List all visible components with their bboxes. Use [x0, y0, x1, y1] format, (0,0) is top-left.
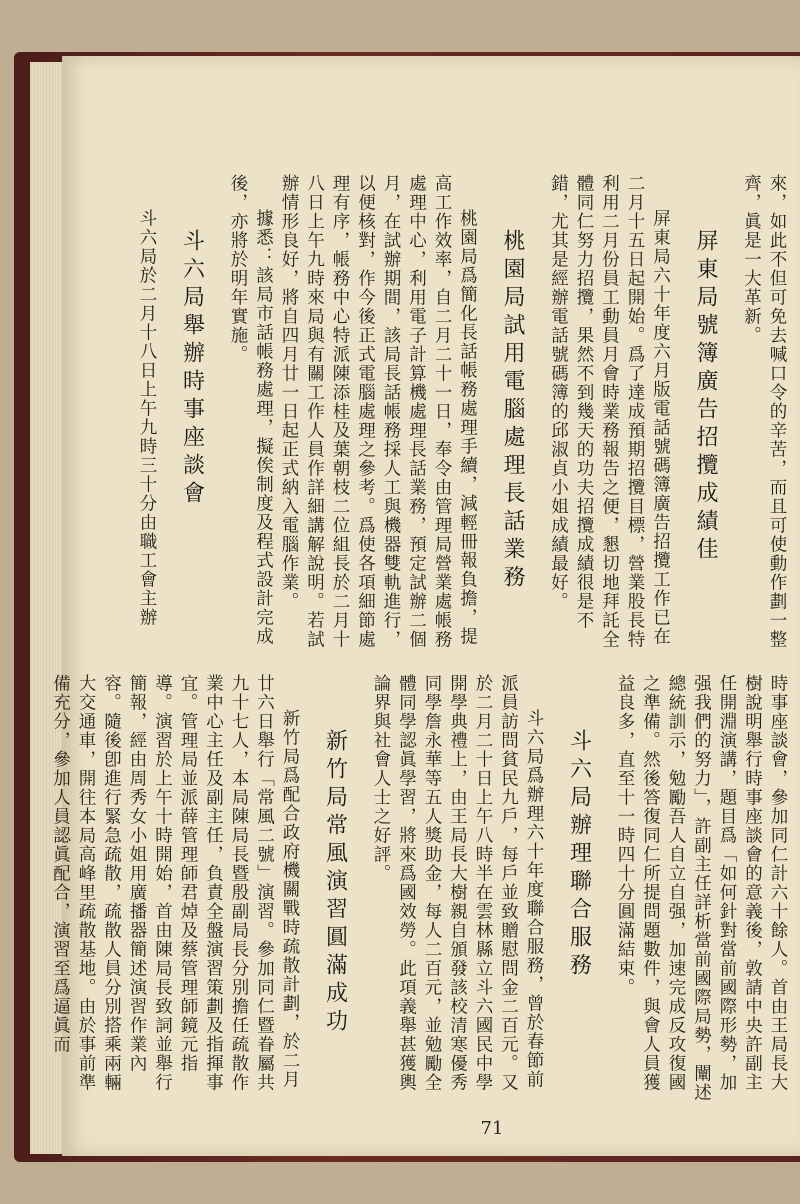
continuation-text-bottom: 時事座談會，參加同仁計六十餘人。首由王局長大樹說明舉行時事座談會的意義後，敦請中央許副主任開淵演講，題目爲「如何針對當前國際形勢，加强我們的努力」，許副主任詳析當前國際局勢，闡述 總統訓示，勉勵吾人自立自强，加速完成反攻復國之準備。然後答復同仁所提問題數件，與會人員獲益良多，直至十一時四十分圓滿結束。 — [615, 674, 788, 1122]
continuation-text-top: 來，如此不但可免去喊口令的辛苦，而且可使動作劃一整齊，眞是一大革新。 — [741, 174, 787, 649]
article-body: 桃園局爲簡化長話帳務處理手續，減輕冊報負擔，提高工作效率，自二月二十一日，奉令由管理局營業處帳務處理中心，利用電子計算機處理長話業務，預定試辦二個月，在試辦期間，該局長話帳務採人工與機器雙軌進行，以便核對，作今後正式電腦處理之參考。爲使各項細節處理有序，帳務中心特派陳添桂及葉朝枝二位組長於二月十八日上午九時來局與有關工作人員作詳細講解說明。若試辦情形良好，將自四月廿一日起正式納入電腦作業。 — [279, 174, 478, 649]
article-body: 斗六局爲辦理六十年度聯合服務，曾於春節前派員訪問貧民九戶，每戶並致贈慰問金二百元。又於二月二十日上午八時半在雲林縣立斗六國民中學開學典禮上，由王局長大樹親自頒發該校清寒優秀同學詹永華等五人獎助金，每人二百元，並勉勵全體同學認眞學習，將來爲國效勞。此項義舉甚獲輿論界與社會人士之好評。 — [371, 674, 544, 1092]
page-number: 71 — [480, 1118, 504, 1139]
bottom-column — [50, 674, 790, 1122]
article-title: 屏東局號簿廣告招攬成績佳 — [693, 229, 718, 565]
article-title: 斗六局辦理聯合服務 — [566, 729, 592, 981]
article-body: 屏東局六十年度六月版電話號碼簿廣告招攬工作已在二月十五日起開始。爲了達成預期招攬目標，營業股長特利用二月份員工動員月會時業務報告之便，懇切地拜託全體同仁努力招攬，果然不到幾天的功夫招攬成績很是不錯，尤其是經辦電話號碼簿的邱淑貞小姐成績最好。 — [548, 174, 671, 649]
article-body: 斗六局於二月十八日上午九時三十分由職工會主辦 — [137, 209, 157, 627]
article-title: 新竹局常風演習圓滿成功 — [322, 729, 348, 1037]
top-column — [137, 174, 789, 656]
article-title: 桃園局試用電腦處理長話業務 — [500, 229, 525, 593]
book-page — [50, 56, 800, 1156]
article-body: 新竹局爲配合政府機關戰時疏散計劃，於二月廿六日舉行「常風二號」演習。參加同仁暨眷屬共九十七人，本局陳局長暨殷副局長分別擔任疏散作業中心主任及副主任，負責全盤演習策劃及指揮事宜。管理局並派薛管理師君焯及蔡管理師鏡元指導。演習於上午十時開始，首由陳局長致詞並舉行簡報，經由周秀女小姐用廣播器簡述演習作業內容。隨後卽進行緊急疏散，疏散人員分別搭乘兩輛大交通車，開往本局高峰里疏散基地。由於事前準備充分，參加人員認眞配合，演習至爲逼眞而 — [50, 674, 300, 1092]
article-title: 斗六局舉辦時事座談會 — [179, 229, 205, 509]
article-body: 據悉：該局市話帳務處理，擬俟制度及程式設計完成後，亦將於明年實施。 — [228, 174, 274, 646]
